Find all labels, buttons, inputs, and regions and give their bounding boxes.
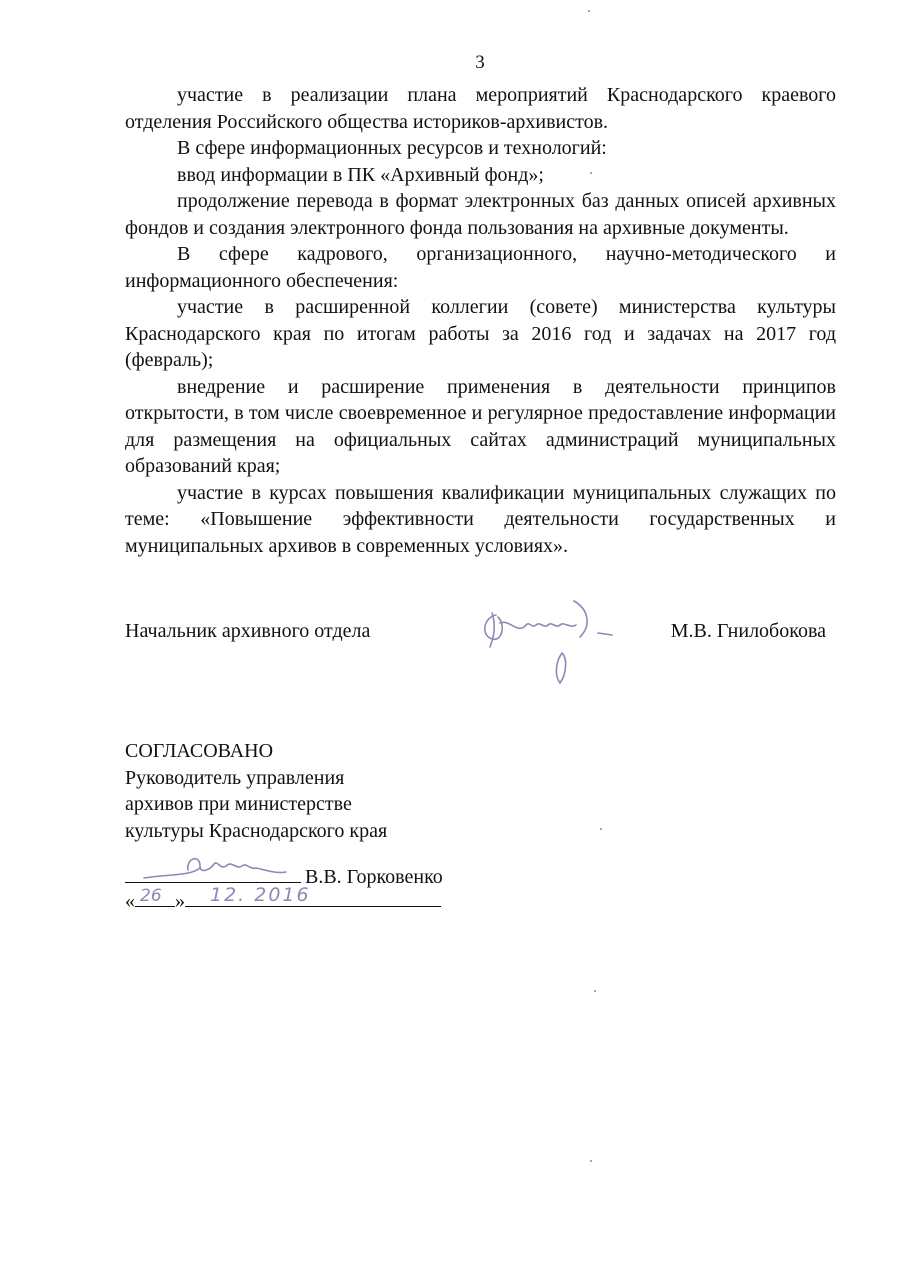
approver-title-line: культуры Краснодарского края — [125, 819, 388, 842]
handwritten-date-day: 26 — [140, 886, 162, 906]
scan-speck — [590, 172, 592, 174]
section-heading-information: В сфере информационных ресурсов и технологий: — [177, 137, 607, 159]
paragraph: участие в реализации плана мероприятий Краснодарского краевого отделения Российского общества историков-архивистов. — [125, 84, 836, 133]
scan-speck — [588, 10, 590, 12]
date-close-quote: » — [175, 890, 185, 912]
paragraph: участие в курсах повышения квалификации муниципальных служащих по теме: «Повышение эффективности деятельности государственных и муниципальных архивов в современных условиях». — [125, 481, 836, 557]
paragraph: внедрение и расширение применения в деятельности принципов открытости, в том числе своевременное и регулярное предоставление информации для размещения на официальных сайтах администраций муниципальных образований края; — [125, 375, 836, 477]
section-heading-personnel: В сфере кадрового, организационного, научно-методического и информационного обеспечения: — [125, 243, 836, 292]
paragraph: ввод информации в ПК «Архивный фонд»; — [177, 163, 544, 186]
approval-block — [125, 738, 545, 844]
signer-position: Начальник архивного отдела — [125, 620, 371, 642]
paragraph: продолжение перевода в формат электронных баз данных описей архивных фондов и создания электронного фонда пользования на архивные документы. — [125, 190, 836, 239]
scan-speck — [590, 1160, 592, 1162]
approver-title-line: Руководитель управления — [125, 766, 345, 789]
handwritten-date-month-year: 12. 2016 — [210, 884, 311, 906]
page-number: 3 — [475, 52, 485, 73]
approver-title-line: архивов при министерстве — [125, 793, 352, 815]
approver-name: В.В. Горковенко — [305, 866, 443, 888]
document-body — [125, 82, 836, 559]
scan-speck — [600, 828, 602, 830]
paragraph: участие в расширенной коллегии (совете) министерства культуры Краснодарского края по итогам работы за 2016 год и задачах на 2017 год (февраль); — [125, 296, 836, 371]
approver-signature-icon — [140, 848, 290, 888]
approval-heading: СОГЛАСОВАНО — [125, 740, 274, 762]
handwritten-signature-icon — [466, 595, 626, 695]
scan-speck — [594, 990, 596, 992]
date-open-quote: « — [125, 890, 135, 912]
signer-name: М.В. Гнилобокова — [670, 620, 826, 642]
